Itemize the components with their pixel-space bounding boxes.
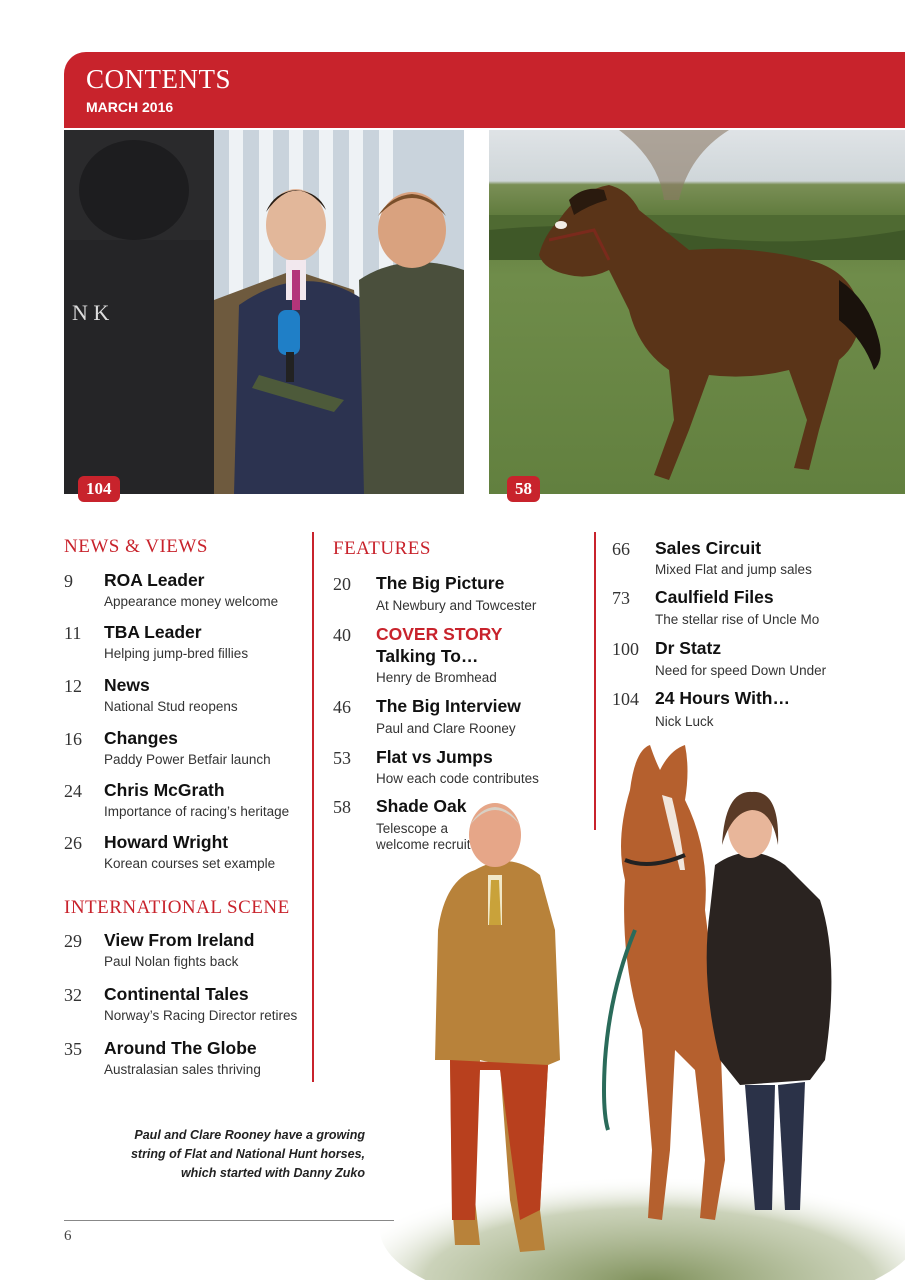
caption-line: which started with Danny Zuko — [180, 1166, 365, 1180]
entry-subtitle: Paul and Clare Rooney — [376, 721, 516, 736]
page-number: 46 — [333, 697, 351, 717]
entry-title: Shade Oak — [376, 796, 467, 816]
page-number: 29 — [64, 931, 82, 951]
international-heading: INTERNATIONAL SCENE — [64, 897, 290, 918]
news-views-heading: NEWS & VIEWS — [64, 536, 208, 557]
page-number: 24 — [64, 781, 82, 801]
page-number: 20 — [333, 574, 351, 594]
entry-title: Changes — [104, 728, 178, 748]
entry-title: Sales Circuit — [655, 538, 762, 558]
entry-title: Continental Tales — [104, 984, 249, 1004]
entry-subtitle: Importance of racing’s heritage — [104, 804, 290, 819]
footer-rule — [64, 1220, 394, 1221]
entry-title: ROA Leader — [104, 570, 205, 590]
page-number: 40 — [333, 625, 351, 645]
entry-subtitle: Paddy Power Betfair launch — [104, 752, 271, 767]
entry-title: Talking To… — [376, 646, 479, 666]
page-number: 16 — [64, 729, 82, 749]
folio: 6 — [64, 1228, 72, 1244]
page-number: 53 — [333, 748, 351, 768]
page-number: 9 — [64, 571, 73, 591]
photo-caption — [110, 1126, 365, 1183]
cover-story-label: COVER STORY — [376, 624, 503, 644]
column-divider — [312, 532, 314, 1082]
contents-header — [64, 52, 905, 128]
caption-line: Paul and Clare Rooney have a growing — [134, 1128, 365, 1142]
entry-subtitle: Mixed Flat and jump sales — [655, 562, 812, 577]
entry-title: Dr Statz — [655, 638, 722, 658]
presenter-illustration — [64, 130, 464, 494]
horse-photo — [489, 130, 905, 494]
entry-subtitle: Paul Nolan fights back — [104, 954, 239, 969]
caption-line: string of Flat and National Hunt horses, — [130, 1147, 365, 1161]
entry-subtitle: Korean courses set example — [104, 856, 276, 871]
entry-title: The Big Picture — [376, 573, 505, 593]
page-number: 11 — [64, 623, 82, 643]
entry-subtitle: The stellar rise of Uncle Mo — [655, 612, 820, 627]
entry-title: The Big Interview — [376, 696, 521, 716]
entry-title: Howard Wright — [104, 832, 229, 852]
page-number: 66 — [612, 539, 630, 559]
entry-subtitle: Need for speed Down Under — [655, 663, 827, 678]
entry-subtitle: How each code contributes — [376, 771, 539, 786]
entry-subtitle: National Stud reopens — [104, 699, 238, 714]
page-number: 12 — [64, 676, 82, 696]
entry-subtitle: Norway’s Racing Director retires — [104, 1008, 298, 1023]
features-heading: FEATURES — [333, 538, 431, 559]
rooney-illustration — [380, 730, 905, 1280]
entry-subtitle-line2: welcome recruit — [376, 837, 471, 852]
page-title: CONTENTS — [86, 64, 231, 94]
entry-subtitle: Appearance money welcome — [104, 594, 279, 609]
issue-date: MARCH 2016 — [86, 99, 174, 115]
svg-text:N K: N K — [72, 300, 110, 325]
page-number: 100 — [612, 639, 639, 659]
horse-illustration — [489, 130, 905, 494]
entry-subtitle: Helping jump-bred fillies — [104, 646, 249, 661]
presenter-photo — [64, 130, 464, 494]
rooney-photo — [380, 730, 905, 1280]
entry-title: News — [104, 675, 150, 695]
entry-subtitle: Henry de Bromhead — [376, 670, 497, 685]
entry-subtitle: Nick Luck — [655, 714, 714, 729]
entry-title: Around The Globe — [104, 1038, 257, 1058]
entry-subtitle-line1: Telescope a — [376, 821, 449, 836]
entry-subtitle: At Newbury and Towcester — [376, 598, 537, 613]
page-badge-58: 58 — [507, 476, 540, 502]
entry-title: 24 Hours With… — [655, 688, 790, 708]
page-number: 73 — [612, 588, 630, 608]
entry-title: View From Ireland — [104, 930, 255, 950]
page-badge-104: 104 — [78, 476, 120, 502]
page-number: 32 — [64, 985, 82, 1005]
entry-title: Chris McGrath — [104, 780, 225, 800]
entry-title: TBA Leader — [104, 622, 202, 642]
entry-title: Caulfield Files — [655, 587, 774, 607]
entry-title: Flat vs Jumps — [376, 747, 493, 767]
entry-subtitle: Australasian sales thriving — [104, 1062, 261, 1077]
page-number: 35 — [64, 1039, 82, 1059]
page-number: 104 — [612, 689, 639, 709]
page-number: 58 — [333, 797, 351, 817]
page-number: 26 — [64, 833, 82, 853]
